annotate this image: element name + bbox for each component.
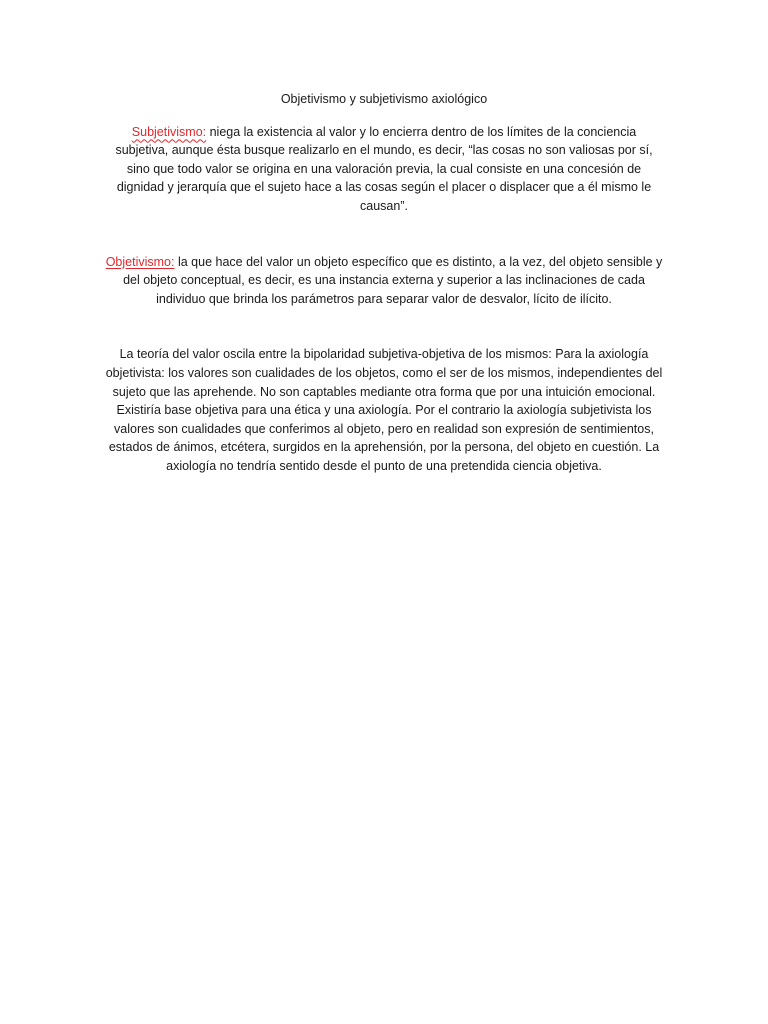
paragraph-objetivismo-text: la que hace del valor un objeto específico que es distinto, a la vez, del objeto sensible y del objeto conceptual, es decir, es una instancia externa y superior a las inclinaciones de cada individuo que brinda los parámetros para separar valor de desvalor, lícito de ilícito. <box>123 254 663 306</box>
paragraph-teoria: La teoría del valor oscila entre la bipolaridad subjetiva-objetiva de los mismos: Para la axiología objetivista: los valores son cualidades de los objetos, como el ser de los mismos, independientes del sujeto que las aprehende. No son captables mediante otra forma que por una intuición emocional. Existiría base objetiva para una ética y una axiología. Por el contrario la axiología subjetivista los valores son cualidades que conferimos al objeto, pero en realidad son expresión de sentimientos, estados de ánimos, etcétera, surgidos en la aprehensión, por la persona, del objeto en cuestión. La axiología no tendría sentido desde el punto de una pretendida ciencia objetiva. <box>105 347 663 473</box>
document-title: Objetivismo y subjetivismo axiológico <box>280 92 488 106</box>
term-objetivismo: Objetivismo: <box>105 254 175 269</box>
paragraph-subjetivismo <box>104 123 664 216</box>
paragraph-subjetivismo-text: niega la existencia al valor y lo encierra dentro de los límites de la conciencia subjetiva, aunque ésta busque realizarlo en el mundo, es decir, “las cosas no son valiosas por sí, sino que todo valor se origina en una valoración previa, la cual consiste en una concesión de dignidad y jerarquía que el sujeto hace a las cosas según el placer o displacer que a él mismo le causan”. <box>115 124 653 213</box>
term-subjetivismo: Subjetivismo: <box>131 124 207 139</box>
paragraph-objetivismo <box>104 253 664 309</box>
